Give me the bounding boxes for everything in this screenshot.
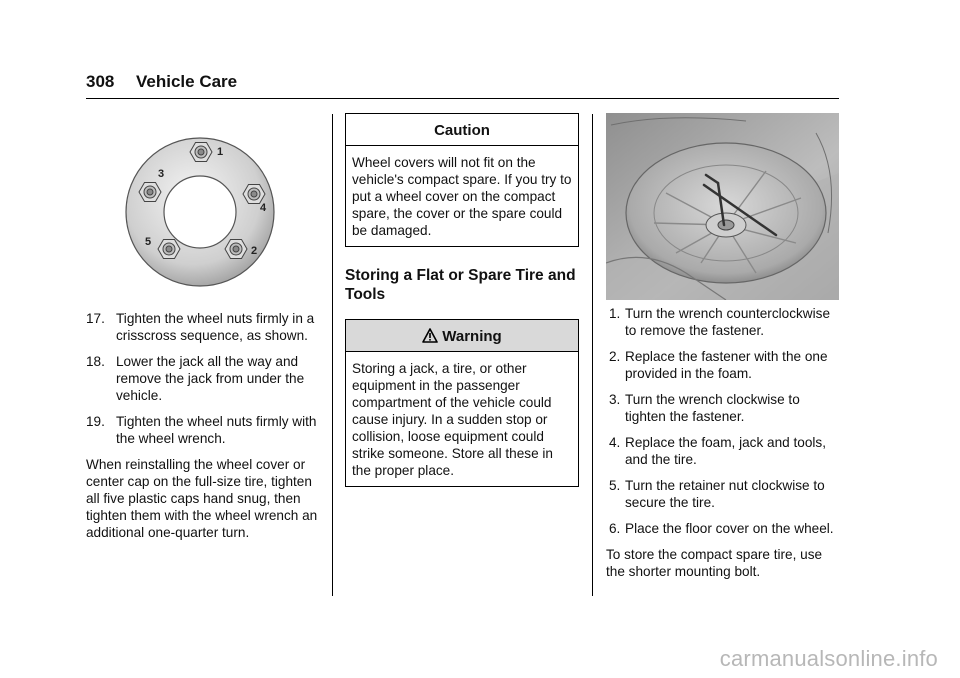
step-number: 1. — [609, 306, 621, 321]
step-number: 2. — [609, 349, 621, 364]
compact-spare-paragraph: To store the compact spare tire, use the shorter mounting bolt. — [606, 547, 823, 579]
step-text: Tighten the wheel nuts firmly with the wheel wrench. — [116, 414, 317, 446]
page-header — [86, 72, 237, 92]
list-item — [606, 348, 840, 382]
warning-triangle-icon — [422, 328, 438, 343]
list-item — [86, 310, 322, 344]
spare-tire-storage-figure — [606, 113, 839, 300]
step-number: 19. — [86, 414, 105, 429]
step-text: Replace the foam, jack and tools, and the tire. — [625, 435, 826, 467]
page-number: 308 — [86, 72, 115, 91]
step-text: Lower the jack all the way and remove the jack from under the vehicle. — [116, 354, 305, 403]
nut-label-4: 4 — [260, 202, 267, 214]
caution-title: Caution — [346, 114, 578, 146]
list-item — [606, 434, 840, 468]
step-text: Turn the wrench clockwise to tighten the fastener. — [625, 392, 800, 424]
caution-body: Wheel covers will not fit on the vehicle's compact spare. If you try to put a wheel cover on the compact spare, the cover or the spare could be damaged. — [352, 155, 572, 238]
nut-label-3: 3 — [158, 168, 165, 180]
warning-header — [346, 320, 578, 352]
list-item — [606, 477, 840, 511]
reinstall-paragraph: When reinstalling the wheel cover or center cap on the full-size tire, tighten all five plastic caps hand snug, then tighten them with the wheel wrench an additional one-quarter turn. — [86, 457, 318, 540]
step-number: 6. — [609, 521, 621, 536]
step-text: Replace the fastener with the one provided in the foam. — [625, 349, 828, 381]
nut-label-5: 5 — [145, 236, 152, 248]
header-rule — [86, 98, 839, 99]
warning-body: Storing a jack, a tire, or other equipment in the passenger compartment of the vehicle could cause injury. In a sudden stop or collision, loose equipment could strike someone. Store all these in the proper place. — [352, 361, 553, 478]
step-text: Turn the retainer nut clockwise to secure the tire. — [625, 478, 825, 510]
warning-title: Warning — [442, 328, 502, 345]
step-text: Turn the wrench counterclockwise to remove the fastener. — [625, 306, 831, 338]
step-number: 17. — [86, 311, 105, 326]
step-list-left — [86, 310, 322, 447]
section-title-header: Vehicle Care — [136, 72, 238, 91]
list-item — [86, 353, 322, 404]
column-3 — [606, 305, 840, 588]
step-number: 3. — [609, 392, 621, 407]
list-item — [606, 305, 840, 339]
wheel-nut-sequence-figure — [120, 130, 280, 290]
step-text: Tighten the wheel nuts firmly in a crisscross sequence, as shown. — [116, 311, 315, 343]
step-text: Place the floor cover on the wheel. — [625, 521, 834, 536]
list-item — [86, 413, 322, 447]
nut-label-1: 1 — [217, 146, 224, 158]
caution-box — [345, 113, 579, 247]
section-heading: Storing a Flat or Spare Tire and Tools — [345, 267, 576, 303]
step-number: 4. — [609, 435, 621, 450]
column-1 — [86, 310, 322, 549]
column-2 — [345, 113, 579, 487]
nut-label-2: 2 — [251, 245, 258, 257]
step-list-right — [606, 305, 840, 537]
list-item — [606, 520, 840, 537]
column-divider-left — [332, 114, 333, 596]
column-divider-right — [592, 114, 593, 596]
warning-box — [345, 319, 579, 487]
step-number: 18. — [86, 354, 105, 369]
watermark: carmanualsonline.info — [719, 646, 938, 671]
list-item — [606, 391, 840, 425]
step-number: 5. — [609, 478, 621, 493]
